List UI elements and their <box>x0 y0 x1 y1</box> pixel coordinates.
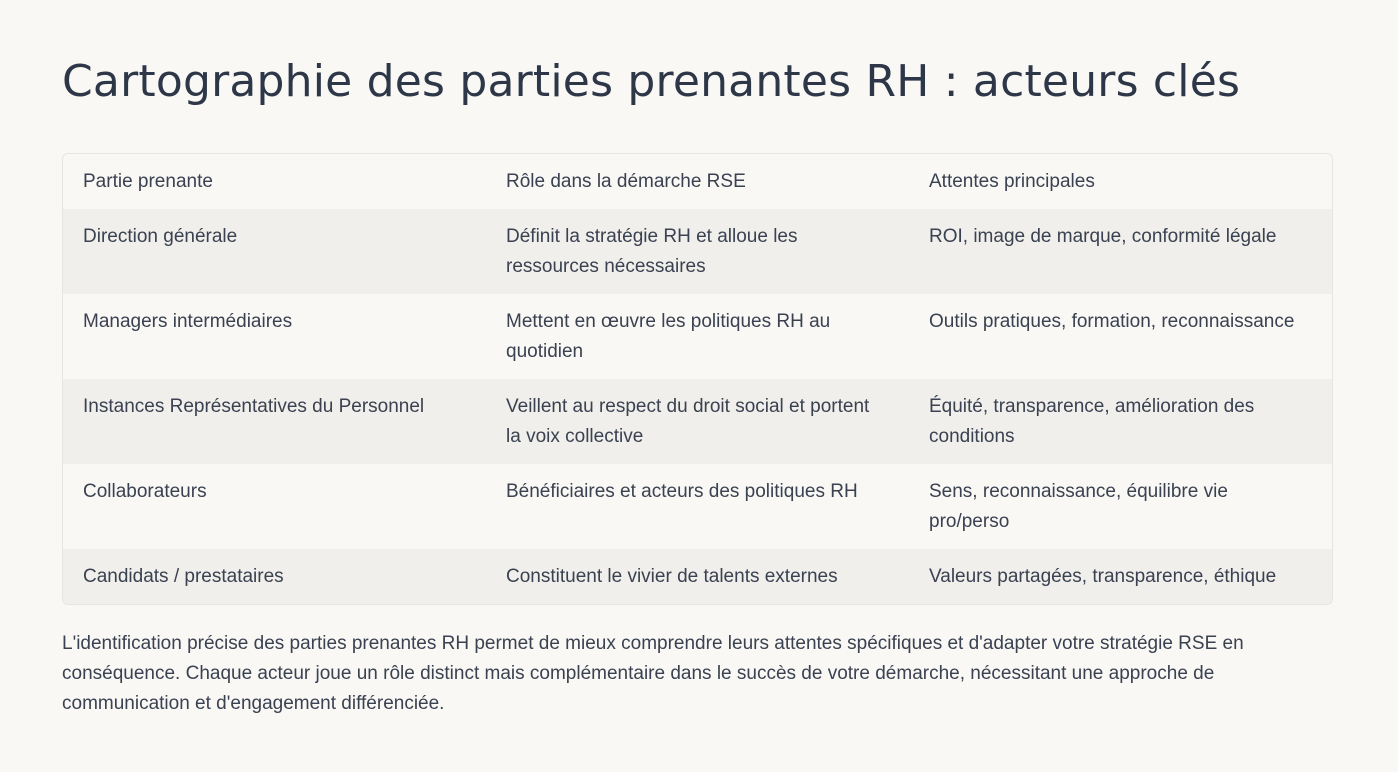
stakeholder-cell: Collaborateurs <box>83 481 207 502</box>
stakeholder-cell: Direction générale <box>83 226 238 247</box>
expectations-cell: ROI, image de marque, conformité légale <box>929 226 1277 247</box>
stakeholder-table-container <box>62 153 1333 605</box>
stakeholder-table <box>63 154 1332 604</box>
column-header-expectations: Attentes principales <box>929 171 1095 192</box>
page-title: Cartographie des parties prenantes RH : acteurs clés <box>62 56 1241 107</box>
role-cell: Bénéficiaires et acteurs des politiques RH <box>506 481 858 502</box>
summary-paragraph: L'identification précise des parties prenantes RH permet de mieux comprendre leurs attentes spécifiques et d'adapter votre stratégie RSE en conséquence. Chaque acteur joue un rôle distinct mais complémentaire dans le succès de votre démarche, nécessitant une approche de communication et d'engagement différenciée. <box>62 633 1244 714</box>
stakeholder-cell: Instances Représentatives du Personnel <box>83 396 425 417</box>
table-row <box>63 209 1332 294</box>
stakeholder-cell: Candidats / prestataires <box>83 566 284 587</box>
role-cell: Mettent en œuvre les politiques RH au quotidien <box>506 311 831 362</box>
expectations-cell: Valeurs partagées, transparence, éthique <box>929 566 1277 587</box>
expectations-cell: Sens, reconnaissance, équilibre vie pro/perso <box>929 481 1228 532</box>
column-header-stakeholder: Partie prenante <box>83 171 213 192</box>
role-cell: Veillent au respect du droit social et portent la voix collective <box>506 396 870 447</box>
column-header-role: Rôle dans la démarche RSE <box>506 171 746 192</box>
table-row <box>63 464 1332 549</box>
expectations-cell: Équité, transparence, amélioration des conditions <box>929 396 1255 447</box>
table-row <box>63 549 1332 604</box>
role-cell: Définit la stratégie RH et alloue les ressources nécessaires <box>506 226 798 277</box>
stakeholder-cell: Managers intermédiaires <box>83 311 293 332</box>
table-header-row <box>63 154 1332 209</box>
expectations-cell: Outils pratiques, formation, reconnaissance <box>929 311 1295 332</box>
role-cell: Constituent le vivier de talents externes <box>506 566 838 587</box>
table-row <box>63 294 1332 379</box>
table-row <box>63 379 1332 464</box>
